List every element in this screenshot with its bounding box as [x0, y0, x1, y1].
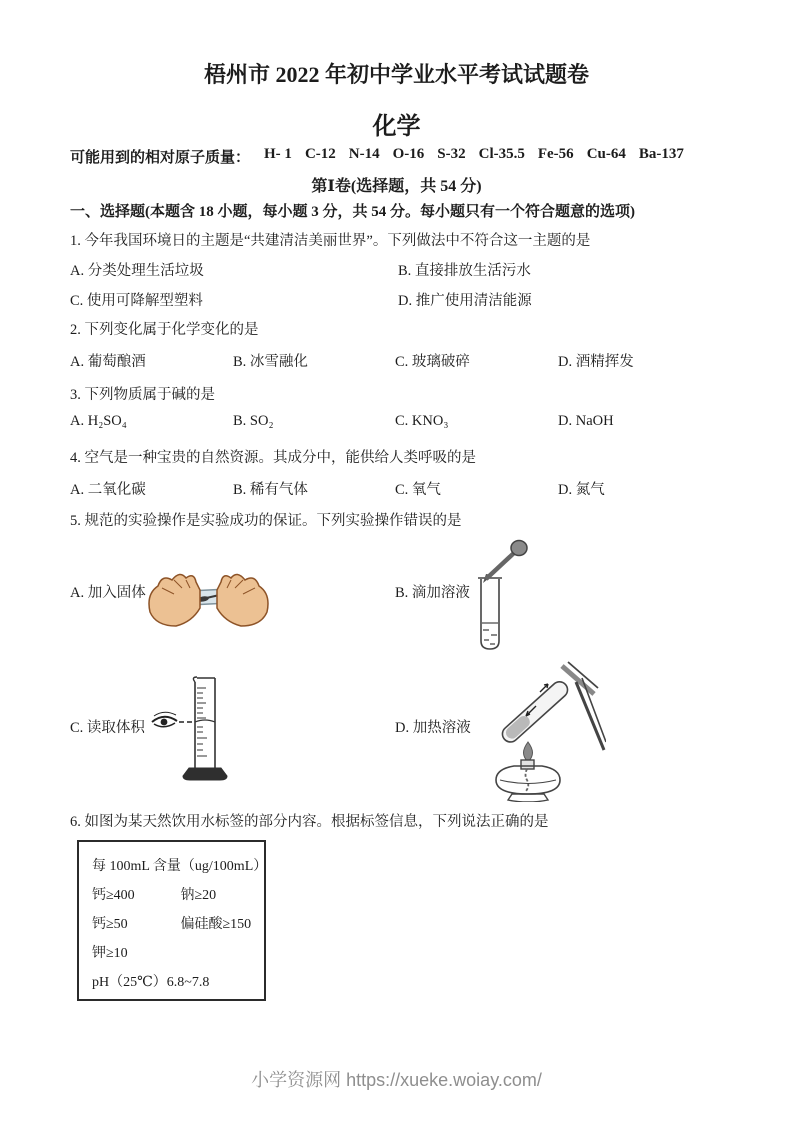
- q4-option-b: B. 稀有气体: [233, 482, 308, 498]
- section-1-header: 第Ⅰ卷(选择题，共 54 分): [311, 178, 482, 195]
- question-3-text: 3. 下列物质属于碱的是: [70, 387, 215, 403]
- q5-option-d: D. 加热溶液: [395, 720, 471, 736]
- q1-option-d: D. 推广使用清洁能源: [398, 293, 532, 309]
- q2-option-d: D. 酒精挥发: [558, 354, 634, 370]
- footer-site-credit[interactable]: 小学资源网 https://xueke.woiay.com/: [251, 1070, 542, 1090]
- q1-option-a: A. 分类处理生活垃圾: [70, 263, 204, 279]
- atomic-mass-label: 可能用到的相对原子质量：: [70, 150, 251, 166]
- adding-solid-figure: [146, 560, 271, 645]
- label-value: 钙≥50: [92, 917, 128, 932]
- q1-option-c: C. 使用可降解型塑料: [70, 293, 203, 309]
- read-volume-figure: [148, 672, 263, 784]
- atomic-mass-value: Ba-137: [638, 146, 684, 162]
- label-value: pH（25℃）6.8~7.8: [92, 975, 210, 990]
- atomic-mass-value: S-32: [437, 146, 466, 162]
- subject-title: 化学: [372, 114, 421, 140]
- atomic-mass-value: Cl-35.5: [478, 146, 525, 162]
- label-box-title: 每 100mL 含量（ug/100mL）: [92, 859, 268, 874]
- label-value: 偏硅酸≥150: [180, 917, 252, 932]
- question-6-text: 6. 如图为某天然饮用水标签的部分内容。根据标签信息，下列说法正确的是: [70, 814, 549, 830]
- question-1-text: 1. 今年我国环境日的主题是“共建清洁美丽世界”。下列做法中不符合这一主题的是: [70, 233, 591, 249]
- drop-liquid-figure: [473, 537, 533, 655]
- eye-graduated-cylinder-icon: [148, 672, 263, 784]
- test-tube-alcohol-lamp-icon: [476, 654, 606, 802]
- question-4-text: 4. 空气是一种宝贵的自然资源。其成分中，能供给人类呼吸的是: [70, 450, 476, 466]
- q5-option-b: B. 滴加溶液: [395, 585, 470, 601]
- atomic-mass-line: [70, 146, 684, 167]
- dropper-test-tube-icon: [473, 537, 533, 655]
- atomic-mass-value: Cu-64: [586, 146, 626, 162]
- q5-option-c: C. 读取体积: [70, 720, 145, 736]
- water-label-box: [77, 840, 266, 1001]
- atomic-mass-value: O-16: [392, 146, 425, 162]
- label-value: 钠≥20: [180, 888, 217, 903]
- q2-option-b: B. 冰雪融化: [233, 354, 308, 370]
- label-box-row: [92, 913, 264, 933]
- atomic-mass-value: N-14: [348, 146, 380, 162]
- atomic-mass-value: C-12: [304, 146, 336, 162]
- q3-option-c: C. KNO₃: [395, 413, 449, 429]
- q4-option-c: C. 氧气: [395, 482, 441, 498]
- q4-option-a: A. 二氧化碳: [70, 482, 146, 498]
- label-value: 钾≥10: [92, 946, 128, 961]
- part-1-header: 一、选择题(本题含 18 小题，每小题 3 分，共 54 分。每小题只有一个符合题意的选项): [70, 204, 635, 220]
- q1-option-b: B. 直接排放生活污水: [398, 263, 531, 279]
- q5-option-a: A. 加入固体: [70, 585, 146, 601]
- label-value: 钙≥400: [92, 888, 135, 903]
- q2-option-a: A. 葡萄酿酒: [70, 354, 146, 370]
- question-5-text: 5. 规范的实验操作是实验成功的保证。下列实验操作错误的是: [70, 513, 462, 529]
- question-2-text: 2. 下列变化属于化学变化的是: [70, 322, 259, 338]
- label-box-row: [92, 942, 264, 962]
- q2-option-c: C. 玻璃破碎: [395, 354, 470, 370]
- page-title: 梧州市 2022 年初中学业水平考试试题卷: [203, 62, 589, 87]
- hands-test-tube-icon: [146, 560, 271, 645]
- q3-option-a: A. H₂SO₄: [70, 413, 127, 429]
- label-box-row: [92, 971, 264, 991]
- heat-solution-figure: [476, 654, 606, 802]
- label-box-row: [92, 884, 264, 904]
- q4-option-d: D. 氮气: [558, 482, 605, 498]
- q3-option-d: D. NaOH: [558, 413, 614, 429]
- atomic-mass-value: H- 1: [264, 146, 292, 162]
- q3-option-b: B. SO₂: [233, 413, 274, 429]
- atomic-mass-value: Fe-56: [537, 146, 574, 162]
